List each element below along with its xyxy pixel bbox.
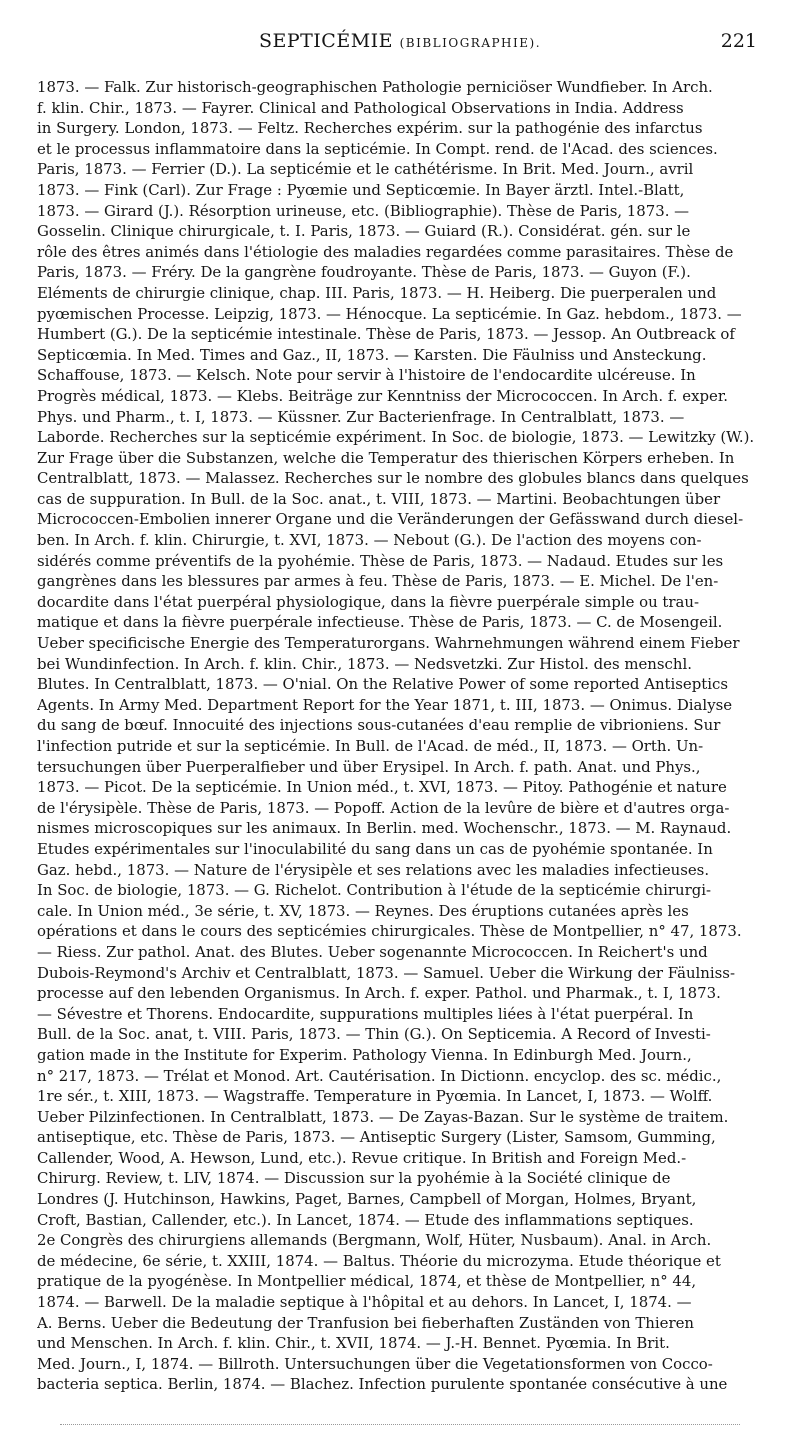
text-line: und Menschen. In Arch. f. klin. Chir., t. XVII, 1874. — J.-H. Bennet. Pyœmia. In Brit. bbox=[37, 1334, 670, 1353]
text-line: processe auf den lebenden Organismus. In Arch. f. exper. Pathol. und Pharmak., t. I, 1873. bbox=[37, 984, 721, 1003]
text-line: Schaffouse, 1873. — Kelsch. Note pour servir à l'histoire de l'endocardite ulcéreuse. In bbox=[37, 366, 696, 385]
bibliography-text bbox=[37, 77, 763, 1395]
text-line: sidérés comme préventifs de la pyohémie. Thèse de Paris, 1873. — Nadaud. Etudes sur les bbox=[37, 551, 724, 570]
text-line: de médecine, 6e série, t. XXIII, 1874. — Baltus. Théorie du microzyma. Etude théorique et bbox=[37, 1251, 721, 1270]
text-line: Etudes expérimentales sur l'inoculabilité du sang dans un cas de pyohémie spontanée. In bbox=[37, 839, 713, 858]
text-line: 1re sér., t. XIII, 1873. — Wagstraffe. Temperature in Pyœmia. In Lancet, I, 1873. — Wolff. bbox=[37, 1087, 713, 1106]
text-line: 2e Congrès des chirurgiens allemands (Bergmann, Wolf, Hüter, Nusbaum). Anal. in Arch. bbox=[37, 1231, 712, 1250]
text-line: 1874. — Barwell. De la maladie septique à l'hôpital et au dehors. In Lancet, I, 1874. — bbox=[37, 1293, 692, 1312]
text-line: Croft, Bastian, Callender, etc.). In Lancet, 1874. — Etude des inflammations septiques. bbox=[37, 1210, 694, 1229]
text-line: Zur Frage über die Substanzen, welche die Temperatur des thierischen Körpers erheben. In bbox=[37, 448, 735, 467]
text-line: opérations et dans le cours des septicémies chirurgicales. Thèse de Montpellier, n° 47, 1873. bbox=[37, 922, 742, 941]
text-line: — Riess. Zur pathol. Anat. des Blutes. Ueber sogenannte Micrococcen. In Reichert's und bbox=[37, 942, 708, 961]
text-line: rôle des êtres animés dans l'étiologie des maladies regardées comme parasitaires. Thèse de bbox=[37, 242, 734, 261]
text-line: Londres (J. Hutchinson, Hawkins, Paget, Barnes, Campbell of Morgan, Holmes, Bryant, bbox=[37, 1190, 697, 1209]
text-line: cas de suppuration. In Bull. de la Soc. anat., t. VIII, 1873. — Martini. Beobachtungen über bbox=[37, 489, 721, 508]
text-line: in Surgery. London, 1873. — Feltz. Recherches expérim. sur la pathogénie des infarctus bbox=[37, 119, 703, 138]
text-line: n° 217, 1873. — Trélat et Monod. Art. Cautérisation. In Dictionn. encyclop. des sc. médic., bbox=[37, 1066, 722, 1085]
text-line: Gaz. hebd., 1873. — Nature de l'érysipèle et ses relations avec les maladies infectieuses. bbox=[37, 860, 710, 879]
text-line: gangrènes dans les blessures par armes à feu. Thèse de Paris, 1873. — E. Michel. De l'en- bbox=[37, 572, 719, 591]
text-line: Septicœmia. In Med. Times and Gaz., II, 1873. — Karsten. Die Fäulniss und Ansteckung. bbox=[37, 345, 707, 364]
text-line: antiseptique, etc. Thèse de Paris, 1873. — Antiseptic Surgery (Lister, Samsom, Gumming, bbox=[37, 1128, 716, 1147]
text-line: 1873. — Picot. De la septicémie. In Union méd., t. XVI, 1873. — Pitoy. Pathogénie et nature bbox=[37, 778, 727, 797]
text-line: Paris, 1873. — Ferrier (D.). La septicémie et le cathétérisme. In Brit. Med. Journ., avril bbox=[37, 160, 694, 179]
text-line: nismes microscopiques sur les animaux. In Berlin. med. Wochenschr., 1873. — M. Raynaud. bbox=[37, 819, 732, 838]
text-line: — Sévestre et Thorens. Endocardite, suppurations multiples liées à l'état puerpéral. In bbox=[37, 1004, 694, 1023]
text-line: gation made in the Institute for Experim. Pathology Vienna. In Edinburgh Med. Journ., bbox=[37, 1045, 692, 1064]
text-line: et le processus inflammatoire dans la septicémie. In Compt. rend. de l'Acad. des sciences. bbox=[37, 139, 718, 158]
text-line: Progrès médical, 1873. — Klebs. Beiträge zur Kenntniss der Micrococcen. In Arch. f. exper. bbox=[37, 386, 729, 405]
text-line: Blutes. In Centralblatt, 1873. — O'nial. On the Relative Power of some reported Antiseptics bbox=[37, 675, 728, 694]
text-line: Dubois-Reymond's Archiv et Centralblatt, 1873. — Samuel. Ueber die Wirkung der Fäulniss- bbox=[37, 963, 735, 982]
text-line: bacteria septica. Berlin, 1874. — Blachez. Infection purulente spontanée consécutive à une bbox=[37, 1375, 728, 1394]
text-line: Agents. In Army Med. Department Report for the Year 1871, t. III, 1873. — Onimus. Dialyse bbox=[37, 695, 733, 714]
text-line: Ueber Pilzinfectionen. In Centralblatt, 1873. — De Zayas-Bazan. Sur le système de traitem. bbox=[37, 1107, 729, 1126]
text-line: Bull. de la Soc. anat, t. VIII. Paris, 1873. — Thin (G.). On Septicemia. A Record of Investi- bbox=[37, 1025, 711, 1044]
text-line: l'infection putride et sur la septicémie. In Bull. de l'Acad. de méd., II, 1873. — Orth. Un- bbox=[37, 737, 704, 755]
text-line: du sang de bœuf. Innocuité des injections sous-cutanées d'eau remplie de vibrioniens. Sur bbox=[37, 716, 721, 735]
text-line: Chirurg. Review, t. LIV, 1874. — Discussion sur la pyohémie à la Société clinique de bbox=[37, 1169, 671, 1188]
running-title-sub: (BIBLIOGRAPHIE). bbox=[399, 36, 542, 50]
text-line: tersuchungen über Puerperalfieber und über Erysipel. In Arch. f. path. Anat. und Phys., bbox=[37, 757, 701, 776]
text-line: Laborde. Recherches sur la septicémie expériment. In Soc. de biologie, 1873. — Lewitzky (W.). bbox=[37, 428, 755, 447]
text-line: ben. In Arch. f. klin. Chirurgie, t. XVI, 1873. — Nebout (G.). De l'action des moyens con- bbox=[37, 531, 702, 550]
text-line: f. klin. Chir., 1873. — Fayrer. Clinical and Pathological Observations in India. Address bbox=[37, 98, 684, 117]
text-line: Callender, Wood, A. Hewson, Lund, etc.). Revue critique. In British and Foreign Med.- bbox=[37, 1148, 687, 1167]
running-head bbox=[37, 14, 763, 54]
text-line: pyœmischen Processe. Leipzig, 1873. — Hénocque. La septicémie. In Gaz. hebdom., 1873. — bbox=[37, 304, 742, 323]
text-line: Eléments de chirurgie clinique, chap. III. Paris, 1873. — H. Heiberg. Die puerperalen und bbox=[37, 283, 717, 302]
text-line: Micrococcen-Embolien innerer Organe und die Veränderungen der Gefässwand durch diesel- bbox=[37, 510, 744, 529]
text-line: Paris, 1873. — Fréry. De la gangrène foudroyante. Thèse de Paris, 1873. — Guyon (F.). bbox=[37, 263, 691, 282]
running-title-main: SEPTICÉMIE bbox=[258, 30, 394, 52]
text-line: cale. In Union méd., 3e série, t. XV, 1873. — Reynes. Des éruptions cutanées après les bbox=[37, 901, 689, 920]
text-line: Med. Journ., I, 1874. — Billroth. Untersuchungen über die Vegetationsformen von Cocco- bbox=[37, 1354, 713, 1373]
text-line: de l'érysipèle. Thèse de Paris, 1873. — Popoff. Action de la levûre de bière et d'autres orga- bbox=[37, 798, 730, 817]
text-line: Phys. und Pharm., t. I, 1873. — Küssner. Zur Bacterienfrage. In Centralblatt, 1873. — bbox=[37, 407, 685, 426]
text-line: matique et dans la fièvre puerpérale infectieuse. Thèse de Paris, 1873. — C. de Mosengeil. bbox=[37, 613, 723, 632]
text-line: 1873. — Fink (Carl). Zur Frage : Pyœmie und Septicœmie. In Bayer ärztl. Intel.-Blatt, bbox=[37, 180, 685, 199]
running-title bbox=[37, 30, 763, 52]
text-line: In Soc. de biologie, 1873. — G. Richelot. Contribution à l'étude de la septicémie chirurgi- bbox=[37, 881, 712, 900]
text-line: Centralblatt, 1873. — Malassez. Recherches sur le nombre des globules blancs dans quelques bbox=[37, 469, 749, 488]
text-line: docardite dans l'état puerpéral physiologique, dans la fièvre puerpérale simple ou trau- bbox=[37, 592, 700, 611]
text-line: 1873. — Falk. Zur historisch-geographischen Pathologie perniciöser Wundfieber. In Arch. bbox=[37, 78, 713, 96]
text-line: bei Wundinfection. In Arch. f. klin. Chir., 1873. — Nedsvetzki. Zur Histol. des menschl. bbox=[37, 654, 692, 673]
text-line: Humbert (G.). De la septicémie intestinale. Thèse de Paris, 1873. — Jessop. An Outbreack of bbox=[37, 325, 735, 344]
text-line: A. Berns. Ueber die Bedeutung der Tranfusion bei fieberhaften Zuständen von Thieren bbox=[37, 1313, 694, 1332]
text-line: 1873. — Girard (J.). Résorption urineuse, etc. (Bibliographie). Thèse de Paris, 1873. — bbox=[37, 201, 690, 220]
footer-rule bbox=[60, 1424, 740, 1425]
page-number: 221 bbox=[720, 30, 757, 52]
text-line: Gosselin. Clinique chirurgicale, t. I. Paris, 1873. — Guiard (R.). Considérat. gén. sur le bbox=[37, 222, 691, 241]
text-line: Ueber specificische Energie des Temperaturorgans. Wahrnehmungen während einem Fieber bbox=[37, 634, 740, 653]
text-line: pratique de la pyogénèse. In Montpellier médical, 1874, et thèse de Montpellier, n° 44, bbox=[37, 1272, 697, 1291]
